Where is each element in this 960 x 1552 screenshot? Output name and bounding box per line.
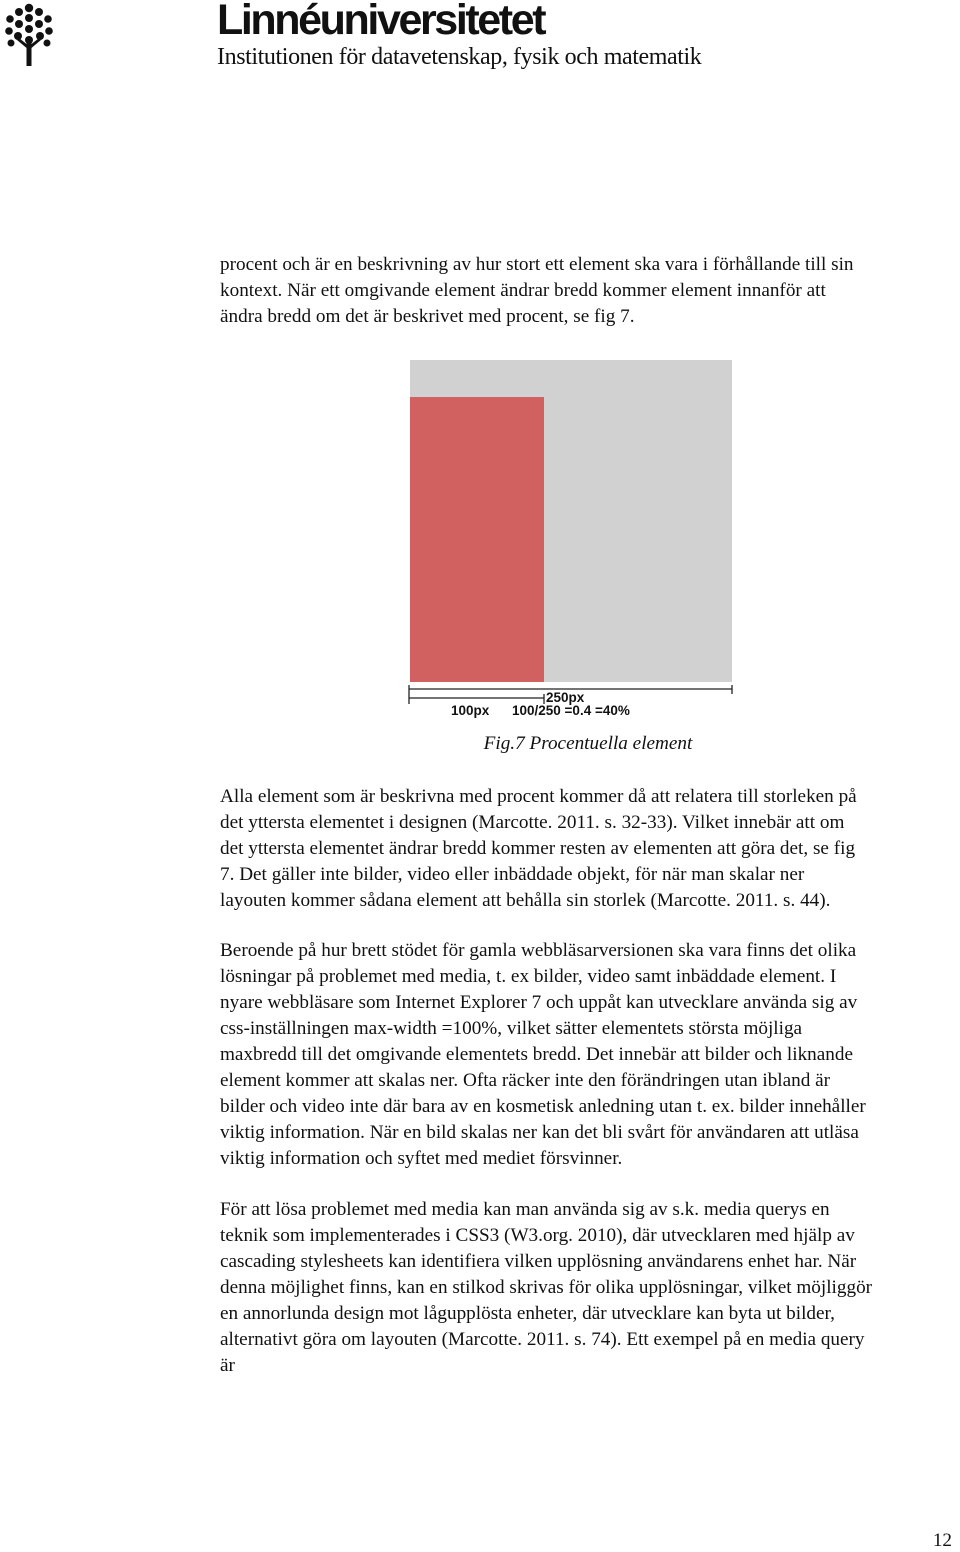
university-logo-tree-icon: [4, 2, 54, 68]
figure-7-percent-elements: [404, 358, 740, 720]
paragraph-1: procent och är en beskrivning av hur stort ett element ska vara i förhållande till sin kontext. När ett omgivande element ändrar bredd kommer element innanför att ändra bredd om det är beskrivet med procent, se fig 7.: [220, 254, 854, 327]
department-name: Institutionen för datavetenskap, fysik och matematik: [217, 44, 702, 70]
label-250px: 250px: [546, 690, 585, 705]
page-number: 12: [932, 1530, 952, 1551]
figure-caption: Fig.7 Procentuella element: [483, 733, 693, 754]
label-100px: 100px: [451, 703, 490, 718]
paragraph-2: Alla element som är beskrivna med procent kommer då att relatera till storleken på det yttersta elementet i designen (Marcotte. 2011. s. 32-33). Vilket innebär att om det yttersta elementet ändrar bredd kommer resten av elementen att göra det, se fig 7. Det gäller inte bilder, video eller inbäddade objekt, för när man skalar ner layouten kommer sådana element att behålla sin storlek (Marcotte. 2011. s. 44).: [220, 786, 857, 911]
paragraph-3: Beroende på hur brett stödet för gamla webbläsarversionen ska vara finns det olika lösningar på problemet med media, t. ex bilder, video samt inbäddade element. I nyare webbläsare som Internet Explorer 7 och uppåt kan utvecklare använda sig av css-inställningen max-width =100%, vilket sätter elementets största möjliga maxbredd till det omgivande elementets bredd. Det innebär att bilder och liknande element kommer att skalas ner. Ofta räcker inte den förändringen utan ibland är bilder och video inte där bara av en kosmetisk anledning utan t. ex. bilder innehåller viktig information. När en bild skalas ner kan det bli svårt för användaren att utläsa viktig information och syftet med mediet försvinner.: [220, 940, 866, 1169]
label-ratio: 100/250 =0.4 =40%: [512, 703, 630, 718]
paragraph-4: För att lösa problemet med media kan man använda sig av s.k. media querys en teknik som implementerades i CSS3 (W3.org. 2010), där utvecklaren med hjälp av cascading stylesheets kan identifiera vilken upplösning användarens enhet har. När denna möjlighet finns, kan en stilkod skrivas för olika upplösningar, vilket möjliggör en annorlunda design mot lågupplösta enheter, där utvecklare kan byta ut bilder, alternativt göra om layouten (Marcotte. 2011. s. 74). Ett exempel på en media query är: [220, 1199, 873, 1376]
inner-element-box: [410, 397, 544, 682]
university-name: Linnéuniversitetet: [217, 0, 545, 44]
